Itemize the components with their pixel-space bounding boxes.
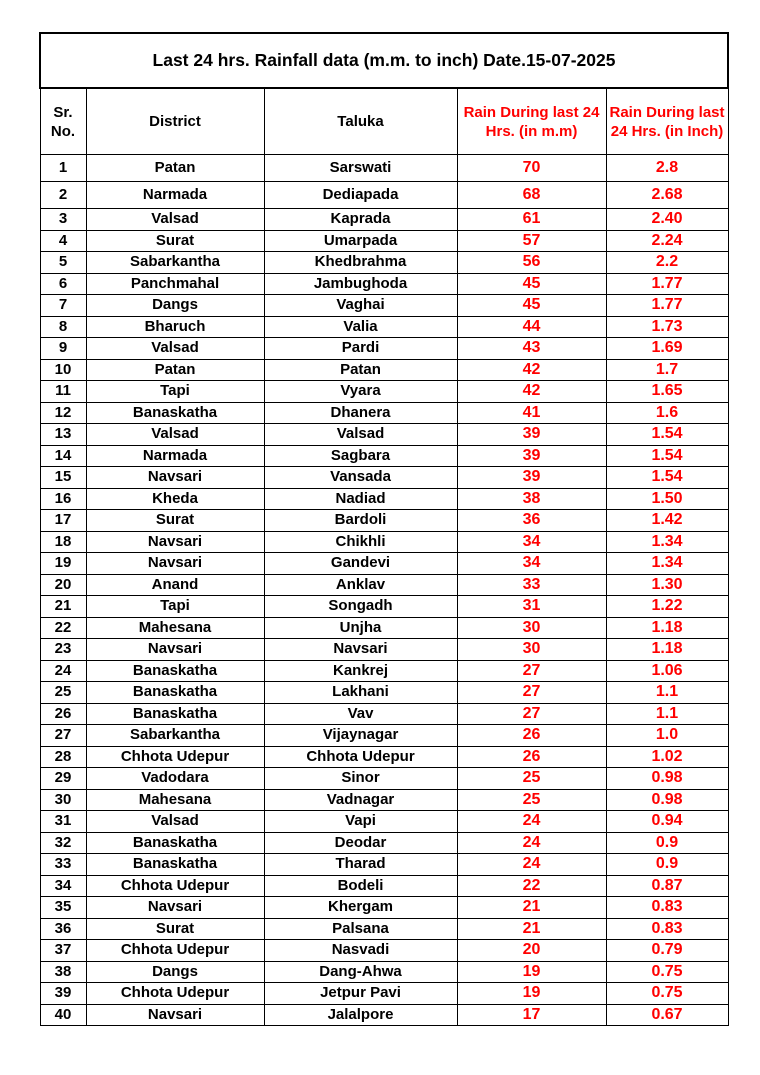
header-rain-mm: Rain During last 24 Hrs. (in m.m) [457,88,606,155]
cell-district: Navsari [86,467,264,489]
cell-sr-no: 29 [40,768,86,790]
cell-rain-inch: 2.24 [606,230,728,252]
cell-district: Chhota Udepur [86,875,264,897]
cell-rain-mm: 39 [457,424,606,446]
cell-rain-inch: 2.8 [606,155,728,182]
rainfall-table [39,32,729,1026]
cell-rain-inch: 2.68 [606,182,728,209]
cell-district: Panchmahal [86,273,264,295]
cell-district: Dangs [86,961,264,983]
cell-rain-inch: 1.54 [606,445,728,467]
cell-sr-no: 25 [40,682,86,704]
cell-rain-inch: 1.02 [606,746,728,768]
table-row [40,918,728,940]
table-row [40,488,728,510]
table-row [40,1004,728,1026]
cell-rain-inch: 1.54 [606,467,728,489]
cell-taluka: Vijaynagar [264,725,457,747]
cell-rain-inch: 1.50 [606,488,728,510]
cell-district: Navsari [86,897,264,919]
cell-rain-mm: 41 [457,402,606,424]
cell-sr-no: 35 [40,897,86,919]
cell-district: Tapi [86,381,264,403]
cell-district: Sabarkantha [86,725,264,747]
cell-district: Patan [86,359,264,381]
cell-rain-mm: 33 [457,574,606,596]
cell-taluka: Dediapada [264,182,457,209]
cell-district: Chhota Udepur [86,940,264,962]
cell-district: Surat [86,918,264,940]
cell-sr-no: 28 [40,746,86,768]
cell-sr-no: 9 [40,338,86,360]
cell-district: Kheda [86,488,264,510]
header-district: District [86,88,264,155]
cell-rain-mm: 26 [457,746,606,768]
table-row [40,875,728,897]
cell-rain-inch: 1.1 [606,703,728,725]
cell-taluka: Pardi [264,338,457,360]
cell-district: Anand [86,574,264,596]
cell-district: Banaskatha [86,854,264,876]
cell-taluka: Unjha [264,617,457,639]
cell-sr-no: 22 [40,617,86,639]
table-row [40,531,728,553]
cell-rain-mm: 36 [457,510,606,532]
cell-rain-mm: 24 [457,811,606,833]
cell-rain-inch: 1.65 [606,381,728,403]
cell-sr-no: 20 [40,574,86,596]
table-row [40,897,728,919]
table-row [40,703,728,725]
cell-sr-no: 32 [40,832,86,854]
cell-district: Surat [86,510,264,532]
cell-district: Narmada [86,445,264,467]
cell-sr-no: 2 [40,182,86,209]
cell-sr-no: 8 [40,316,86,338]
cell-rain-mm: 30 [457,617,606,639]
cell-rain-inch: 0.83 [606,918,728,940]
cell-district: Banaskatha [86,660,264,682]
table-row [40,768,728,790]
table-row [40,424,728,446]
cell-rain-inch: 1.42 [606,510,728,532]
table-row [40,983,728,1005]
cell-sr-no: 12 [40,402,86,424]
cell-sr-no: 36 [40,918,86,940]
cell-sr-no: 15 [40,467,86,489]
header-row [40,88,728,155]
cell-sr-no: 19 [40,553,86,575]
cell-district: Valsad [86,338,264,360]
cell-rain-mm: 61 [457,209,606,231]
cell-rain-inch: 2.2 [606,252,728,274]
cell-taluka: Dang-Ahwa [264,961,457,983]
cell-rain-inch: 1.18 [606,617,728,639]
cell-rain-mm: 56 [457,252,606,274]
cell-sr-no: 23 [40,639,86,661]
cell-sr-no: 30 [40,789,86,811]
cell-sr-no: 17 [40,510,86,532]
cell-taluka: Chikhli [264,531,457,553]
cell-taluka: Patan [264,359,457,381]
cell-taluka: Vaghai [264,295,457,317]
cell-rain-mm: 39 [457,467,606,489]
cell-rain-mm: 27 [457,660,606,682]
cell-district: Banaskatha [86,402,264,424]
cell-rain-mm: 26 [457,725,606,747]
table-row [40,467,728,489]
cell-taluka: Nasvadi [264,940,457,962]
table-row [40,574,728,596]
table-row [40,682,728,704]
cell-rain-inch: 1.7 [606,359,728,381]
table-row [40,510,728,532]
cell-taluka: Lakhani [264,682,457,704]
cell-taluka: Navsari [264,639,457,661]
cell-rain-inch: 0.98 [606,789,728,811]
cell-rain-inch: 1.22 [606,596,728,618]
table-row [40,961,728,983]
table-row [40,252,728,274]
cell-sr-no: 40 [40,1004,86,1026]
cell-taluka: Khedbrahma [264,252,457,274]
cell-rain-mm: 21 [457,897,606,919]
cell-sr-no: 7 [40,295,86,317]
cell-taluka: Nadiad [264,488,457,510]
cell-rain-mm: 19 [457,983,606,1005]
table-body [40,155,728,1026]
cell-rain-mm: 31 [457,596,606,618]
cell-rain-mm: 22 [457,875,606,897]
cell-taluka: Valsad [264,424,457,446]
cell-rain-mm: 57 [457,230,606,252]
table-row [40,230,728,252]
cell-district: Navsari [86,553,264,575]
table-row [40,273,728,295]
cell-district: Navsari [86,1004,264,1026]
cell-rain-inch: 1.1 [606,682,728,704]
cell-taluka: Jetpur Pavi [264,983,457,1005]
cell-rain-inch: 0.75 [606,961,728,983]
cell-taluka: Vadnagar [264,789,457,811]
cell-rain-mm: 42 [457,359,606,381]
cell-sr-no: 4 [40,230,86,252]
cell-rain-inch: 1.06 [606,660,728,682]
cell-taluka: Tharad [264,854,457,876]
cell-rain-inch: 0.83 [606,897,728,919]
cell-rain-inch: 1.54 [606,424,728,446]
cell-rain-inch: 0.87 [606,875,728,897]
cell-district: Banaskatha [86,832,264,854]
cell-taluka: Kankrej [264,660,457,682]
cell-rain-mm: 44 [457,316,606,338]
cell-sr-no: 13 [40,424,86,446]
cell-taluka: Jambughoda [264,273,457,295]
cell-sr-no: 33 [40,854,86,876]
cell-taluka: Gandevi [264,553,457,575]
cell-sr-no: 11 [40,381,86,403]
cell-district: Valsad [86,811,264,833]
table-row [40,639,728,661]
table-row [40,295,728,317]
cell-rain-inch: 1.77 [606,295,728,317]
cell-rain-mm: 17 [457,1004,606,1026]
cell-rain-inch: 0.9 [606,854,728,876]
cell-rain-mm: 45 [457,295,606,317]
cell-taluka: Bodeli [264,875,457,897]
cell-rain-inch: 0.9 [606,832,728,854]
cell-rain-mm: 38 [457,488,606,510]
cell-taluka: Palsana [264,918,457,940]
cell-rain-inch: 0.98 [606,768,728,790]
table-row [40,182,728,209]
cell-district: Navsari [86,639,264,661]
cell-rain-inch: 1.77 [606,273,728,295]
cell-district: Chhota Udepur [86,983,264,1005]
cell-district: Banaskatha [86,703,264,725]
cell-rain-inch: 1.34 [606,553,728,575]
cell-sr-no: 39 [40,983,86,1005]
cell-taluka: Sagbara [264,445,457,467]
header-sr-no: Sr. No. [40,88,86,155]
table-row [40,359,728,381]
cell-taluka: Bardoli [264,510,457,532]
table-row [40,596,728,618]
cell-district: Tapi [86,596,264,618]
table-row [40,811,728,833]
cell-sr-no: 27 [40,725,86,747]
table-row [40,316,728,338]
cell-rain-mm: 34 [457,553,606,575]
cell-district: Chhota Udepur [86,746,264,768]
cell-sr-no: 5 [40,252,86,274]
cell-sr-no: 6 [40,273,86,295]
cell-taluka: Vapi [264,811,457,833]
cell-rain-mm: 30 [457,639,606,661]
cell-taluka: Deodar [264,832,457,854]
cell-taluka: Sarswati [264,155,457,182]
cell-sr-no: 38 [40,961,86,983]
cell-taluka: Umarpada [264,230,457,252]
cell-rain-inch: 2.40 [606,209,728,231]
cell-district: Mahesana [86,789,264,811]
cell-rain-mm: 68 [457,182,606,209]
cell-taluka: Valia [264,316,457,338]
cell-sr-no: 16 [40,488,86,510]
cell-sr-no: 21 [40,596,86,618]
cell-rain-inch: 0.67 [606,1004,728,1026]
cell-rain-mm: 45 [457,273,606,295]
table-row [40,445,728,467]
cell-taluka: Jalalpore [264,1004,457,1026]
cell-rain-inch: 1.0 [606,725,728,747]
cell-sr-no: 34 [40,875,86,897]
cell-rain-mm: 42 [457,381,606,403]
cell-sr-no: 14 [40,445,86,467]
cell-district: Banaskatha [86,682,264,704]
cell-taluka: Kaprada [264,209,457,231]
cell-taluka: Chhota Udepur [264,746,457,768]
table-row [40,789,728,811]
header-rain-inch: Rain During last 24 Hrs. (in Inch) [606,88,728,155]
cell-sr-no: 37 [40,940,86,962]
cell-rain-inch: 1.34 [606,531,728,553]
cell-rain-inch: 1.30 [606,574,728,596]
table-row [40,746,728,768]
cell-rain-inch: 1.73 [606,316,728,338]
cell-rain-mm: 27 [457,682,606,704]
cell-rain-mm: 25 [457,789,606,811]
table-title: Last 24 hrs. Rainfall data (m.m. to inch) Date.15-07-2025 [40,33,728,88]
cell-district: Narmada [86,182,264,209]
cell-district: Valsad [86,209,264,231]
table-row [40,155,728,182]
header-taluka: Taluka [264,88,457,155]
table-row [40,725,728,747]
cell-rain-inch: 1.6 [606,402,728,424]
table-row [40,660,728,682]
cell-rain-mm: 27 [457,703,606,725]
table-row [40,832,728,854]
cell-sr-no: 1 [40,155,86,182]
cell-district: Bharuch [86,316,264,338]
cell-rain-mm: 34 [457,531,606,553]
table-row [40,617,728,639]
table-row [40,381,728,403]
table-row [40,402,728,424]
cell-sr-no: 18 [40,531,86,553]
cell-taluka: Vyara [264,381,457,403]
title-row [40,33,728,88]
cell-rain-inch: 0.79 [606,940,728,962]
cell-district: Dangs [86,295,264,317]
cell-rain-inch: 0.75 [606,983,728,1005]
cell-district: Sabarkantha [86,252,264,274]
cell-district: Mahesana [86,617,264,639]
cell-rain-mm: 24 [457,832,606,854]
cell-sr-no: 24 [40,660,86,682]
cell-taluka: Dhanera [264,402,457,424]
cell-sr-no: 10 [40,359,86,381]
table-row [40,209,728,231]
cell-taluka: Songadh [264,596,457,618]
table-row [40,940,728,962]
cell-sr-no: 26 [40,703,86,725]
cell-rain-mm: 43 [457,338,606,360]
cell-taluka: Khergam [264,897,457,919]
cell-rain-mm: 20 [457,940,606,962]
cell-taluka: Anklav [264,574,457,596]
table-row [40,854,728,876]
cell-rain-inch: 0.94 [606,811,728,833]
cell-taluka: Vansada [264,467,457,489]
cell-district: Vadodara [86,768,264,790]
cell-district: Valsad [86,424,264,446]
cell-rain-mm: 39 [457,445,606,467]
cell-taluka: Sinor [264,768,457,790]
cell-rain-mm: 21 [457,918,606,940]
cell-taluka: Vav [264,703,457,725]
cell-sr-no: 31 [40,811,86,833]
cell-rain-inch: 1.18 [606,639,728,661]
cell-rain-mm: 25 [457,768,606,790]
cell-rain-mm: 19 [457,961,606,983]
cell-district: Surat [86,230,264,252]
cell-sr-no: 3 [40,209,86,231]
cell-district: Navsari [86,531,264,553]
table-row [40,553,728,575]
cell-rain-mm: 70 [457,155,606,182]
table-row [40,338,728,360]
cell-rain-mm: 24 [457,854,606,876]
cell-rain-inch: 1.69 [606,338,728,360]
cell-district: Patan [86,155,264,182]
